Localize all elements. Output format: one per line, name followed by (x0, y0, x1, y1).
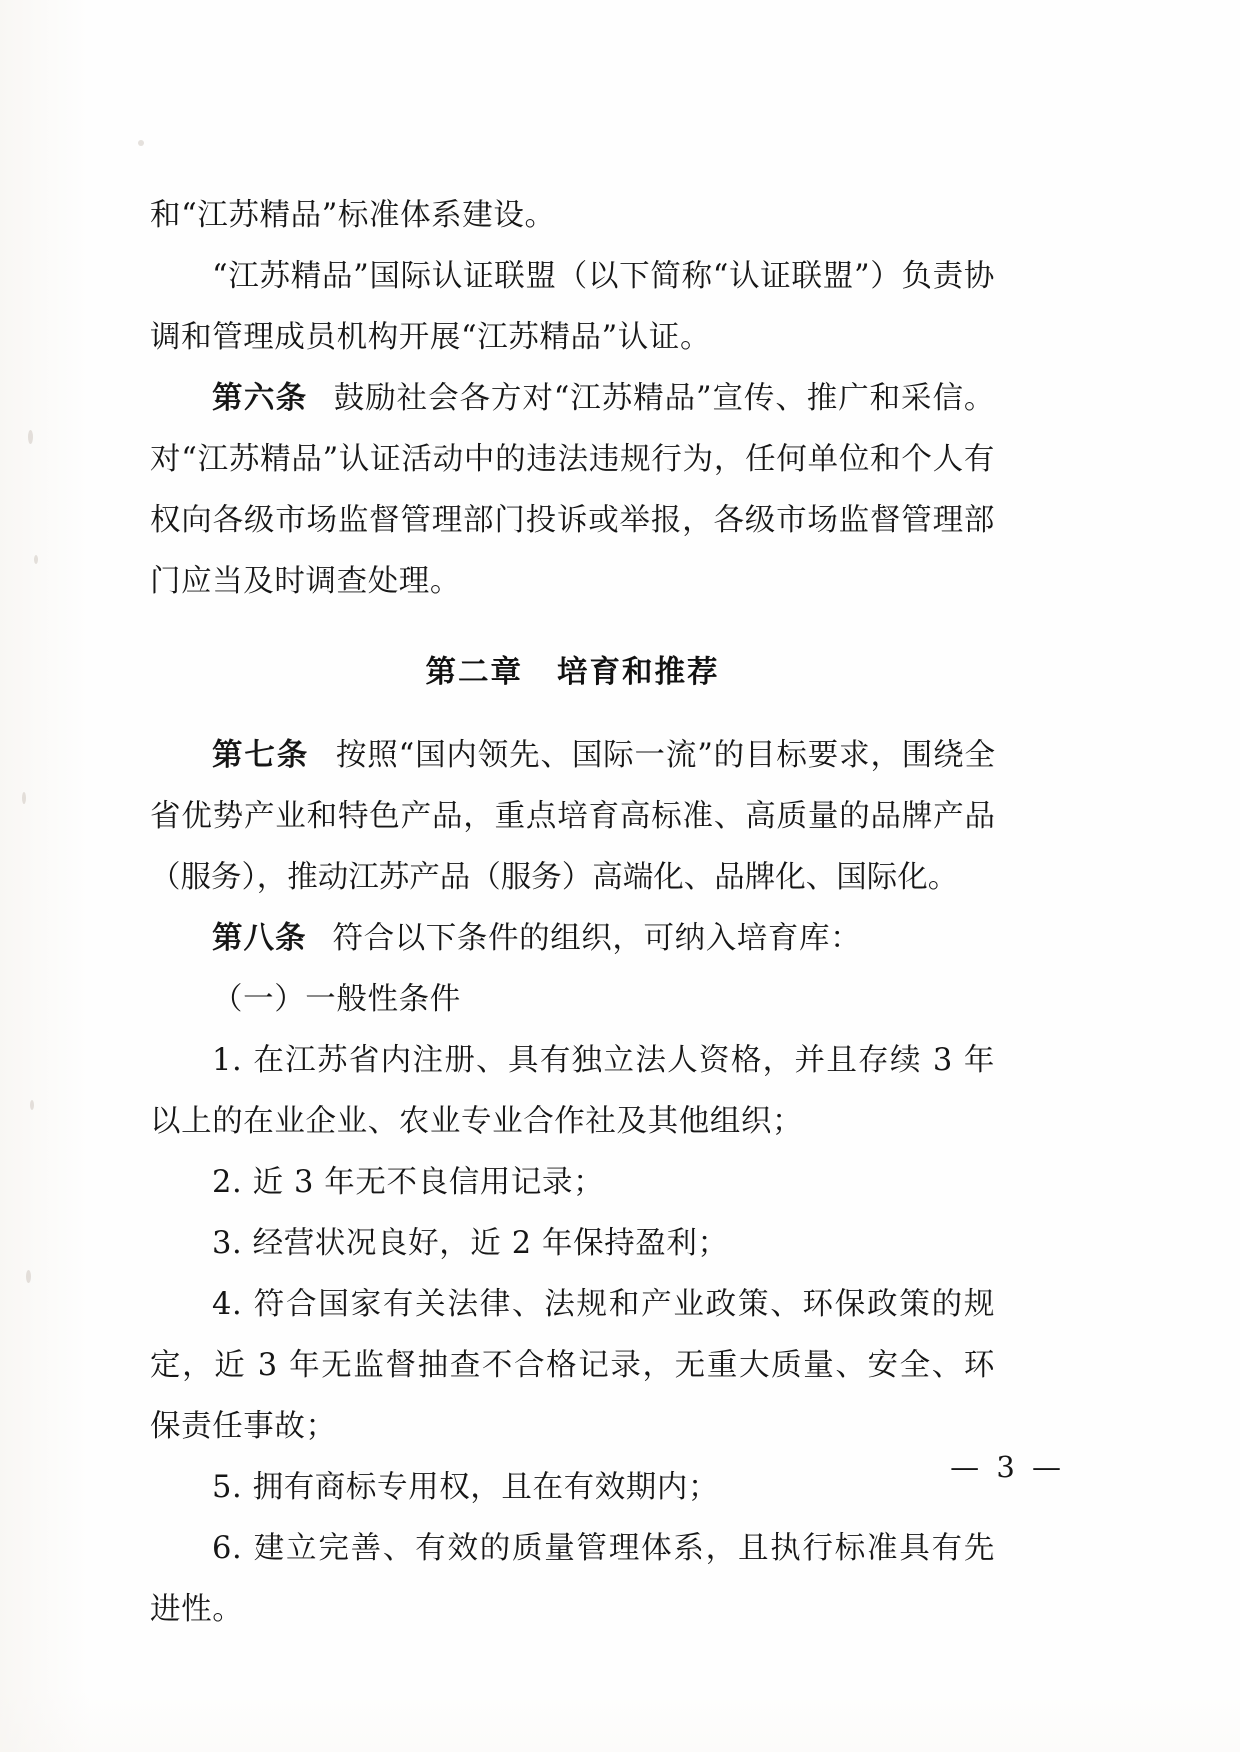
article-eight (150, 908, 995, 969)
chapter-two-number: 第二章 (425, 654, 523, 690)
scan-speck (22, 792, 26, 804)
article-six (150, 368, 995, 612)
scan-speck (28, 430, 33, 444)
condition-item-5: 5. 拥有商标专用权，且在有效期内； (212, 1470, 720, 1505)
scan-speck (34, 555, 38, 564)
paragraph-alliance: “江苏精品”国际认证联盟（以下简称“认证联盟”）负责协调和管理成员机构开展“江苏精品”认证。 (150, 259, 995, 355)
document-body (150, 185, 995, 1640)
scan-speck (26, 1270, 31, 1283)
scan-speck (138, 140, 144, 146)
article-seven-text: 按照“国内领先、国际一流”的目标要求，围绕全省优势产业和特色产品，重点培育高标准、高质量的品牌产品（服务），推动江苏产品（服务）高端化、品牌化、国际化。 (150, 738, 996, 895)
article-six-label: 第六条 (212, 380, 308, 416)
chapter-two-heading (150, 642, 995, 703)
condition-item-4: 4. 符合国家有关法律、法规和产业政策、环保政策的规定，近 3 年无监督抽查不合格记录，无重大质量、安全、环保责任事故； (150, 1287, 995, 1444)
condition-item-2: 2. 近 3 年无不良信用记录； (212, 1165, 605, 1200)
article-six-text: 鼓励社会各方对“江苏精品”宣传、推广和采信。对“江苏精品”认证活动中的违法违规行为，任何单位和个人有权向各级市场监督管理部门投诉或举报，各级市场监督管理部门应当及时调查处理。 (150, 381, 996, 599)
article-eight-label: 第八条 (212, 920, 307, 956)
article-seven-label: 第七条 (212, 737, 310, 773)
condition-item-1: 1. 在江苏省内注册、具有独立法人资格，并且存续 3 年以上的在业企业、农业专业合作社及其他组织； (150, 1043, 995, 1139)
article-seven (150, 725, 995, 908)
article-eight-text: 符合以下条件的组织，可纳入培育库： (332, 921, 862, 956)
chapter-two-title: 培育和推荐 (557, 654, 720, 690)
scan-speck (30, 1100, 34, 1110)
page-number: — 3 — (950, 1450, 1065, 1484)
condition-item-3: 3. 经营状况良好，近 2 年保持盈利； (212, 1226, 729, 1261)
paragraph-continuation: 和“江苏精品”标准体系建设。 (150, 198, 556, 233)
condition-item-6: 6. 建立完善、有效的质量管理体系，且执行标准具有先进性。 (150, 1531, 995, 1627)
condition-group-general: （一）一般性条件 (212, 982, 461, 1017)
